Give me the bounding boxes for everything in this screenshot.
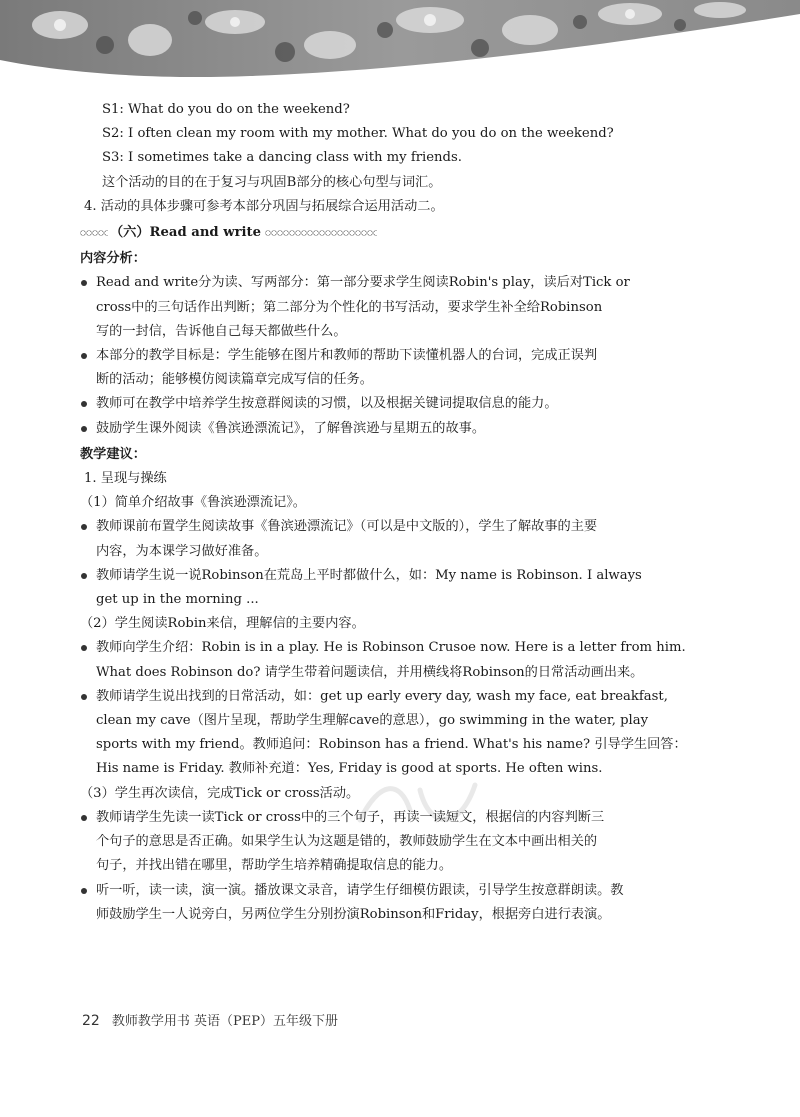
bullet-text: cross中的三句话作出判断；第二部分为个性化的书写活动，要求学生补全给Robinson xyxy=(96,299,603,315)
section-title-text: （六）Read and write xyxy=(110,225,262,241)
bullet-dot-icon xyxy=(81,524,87,530)
step-1-line: 1. 呈现与操练 xyxy=(84,471,167,487)
purpose-line: 这个活动的目的在于复习与巩固B部分的核心句型与词汇。 xyxy=(102,174,442,190)
bullet-text: Read and write分为读、写两部分：第一部分要求学生阅读Robin's play，读后对Tick or xyxy=(96,275,630,291)
bullet-text: 个句子的意思是否正确。如果学生认为这题是错的，教师鼓励学生在文本中画出相关的 xyxy=(96,834,598,850)
dialogue-line: S2: I often clean my room with my mother. What do you do on the weekend? xyxy=(102,126,614,142)
bullet-item xyxy=(80,392,698,416)
teaching-suggestions-heading: 教学建议： xyxy=(80,446,146,462)
bullet-dot-icon xyxy=(81,353,87,359)
bullet-dot-icon xyxy=(81,426,87,432)
page-number: 22 xyxy=(82,1013,100,1029)
bullet-text: 教师向学生介绍：Robin is in a play. He is Robinson Crusoe now. Here is a letter from him. xyxy=(96,640,686,656)
bullet-dot-icon xyxy=(81,645,87,651)
bullet-text: 教师请学生说一说Robinson在荒岛上平时都做什么，如：My name is Robinson. I always xyxy=(96,567,642,583)
decorative-header-banner xyxy=(0,0,800,100)
bullet-text: His name is Friday. 教师补充道：Yes, Friday is good at sports. He often wins. xyxy=(96,761,603,777)
bullet-text: 本部分的教学目标是：学生能够在图片和教师的帮助下读懂机器人的台词，完成正误判 xyxy=(96,348,598,364)
bullet-text: clean my cave（图片呈现，帮助学生理解cave的意思），go swimming in the water, play xyxy=(96,713,649,729)
subsection-2: （2）学生阅读Robin来信，理解信的主要内容。 xyxy=(80,616,365,632)
bullet-text: 写的一封信，告诉他自己每天都做些什么。 xyxy=(96,323,347,339)
bullet-item xyxy=(80,564,698,612)
bullet-item xyxy=(80,417,698,441)
wavy-ornament-right xyxy=(265,229,377,237)
bullet-text: 听一听，读一读，演一演。播放课文录音，请学生仔细模仿跟读，引导学生按意群朗读。教 xyxy=(96,882,624,898)
bullet-text: 句子，并找出错在哪里，帮助学生培养精确提取信息的能力。 xyxy=(96,858,453,874)
dialogue-line: S1: What do you do on the weekend? xyxy=(102,102,350,117)
step-4-line: 4. 活动的具体步骤可参考本部分巩固与拓展综合运用活动二。 xyxy=(84,198,444,214)
bullet-dot-icon xyxy=(81,573,87,579)
page-footer xyxy=(82,1010,338,1029)
bullet-text: 教师可在教学中培养学生按意群阅读的习惯，以及根据关键词提取信息的能力。 xyxy=(96,396,558,412)
book-title: 教师教学用书 英语（PEP）五年级下册 xyxy=(111,1014,338,1029)
bullet-text: 教师课前布置学生阅读故事《鲁滨逊漂流记》（可以是中文版的），学生了解故事的主要 xyxy=(96,519,598,535)
bullet-dot-icon xyxy=(81,280,87,286)
bullet-dot-icon xyxy=(81,401,87,407)
bullet-text: sports with my friend。教师追问：Robinson has a friend. What's his name? 引导学生回答： xyxy=(96,737,687,753)
bullet-text: 内容，为本课学习做好准备。 xyxy=(96,543,268,559)
bullet-item xyxy=(80,344,698,392)
bullet-text: get up in the morning ... xyxy=(96,592,259,608)
bullet-item xyxy=(80,879,698,927)
wavy-ornament-left xyxy=(80,229,108,237)
floral-pattern-image xyxy=(0,0,800,100)
subsection-1: （1）简单介绍故事《鲁滨逊漂流记》。 xyxy=(80,495,306,511)
watermark-logo xyxy=(350,760,490,850)
bullet-item xyxy=(80,271,698,344)
bullet-item xyxy=(80,515,698,563)
bullet-text: 断的活动；能够模仿阅读篇章完成写信的任务。 xyxy=(96,372,373,388)
bullet-dot-icon xyxy=(81,815,87,821)
bullet-dot-icon xyxy=(81,694,87,700)
bullet-text: 教师请学生先读一读Tick or cross中的三个句子，再读一读短文，根据信的内容判断三 xyxy=(96,809,605,825)
bullet-item xyxy=(80,636,698,684)
bullet-text: 鼓励学生课外阅读《鲁滨逊漂流记》，了解鲁滨逊与星期五的故事。 xyxy=(96,420,486,436)
content-analysis-heading: 内容分析： xyxy=(80,251,146,267)
bullet-text: What does Robinson do? 请学生带着问题读信，并用横线将Robinson的日常活动画出来。 xyxy=(96,664,644,680)
dialogue-line: S3: I sometimes take a dancing class with my friends. xyxy=(102,150,462,166)
bullet-text: 教师请学生说出找到的日常活动，如：get up early every day, wash my face, eat breakfast, xyxy=(96,688,668,704)
bullet-text: 师鼓励学生一人说旁白，另两位学生分别扮演Robinson和Friday，根据旁白进行表演。 xyxy=(96,906,611,922)
section-title xyxy=(80,221,698,245)
subsection-3: （3）学生再次读信，完成Tick or cross活动。 xyxy=(80,785,360,801)
bullet-dot-icon xyxy=(81,888,87,894)
